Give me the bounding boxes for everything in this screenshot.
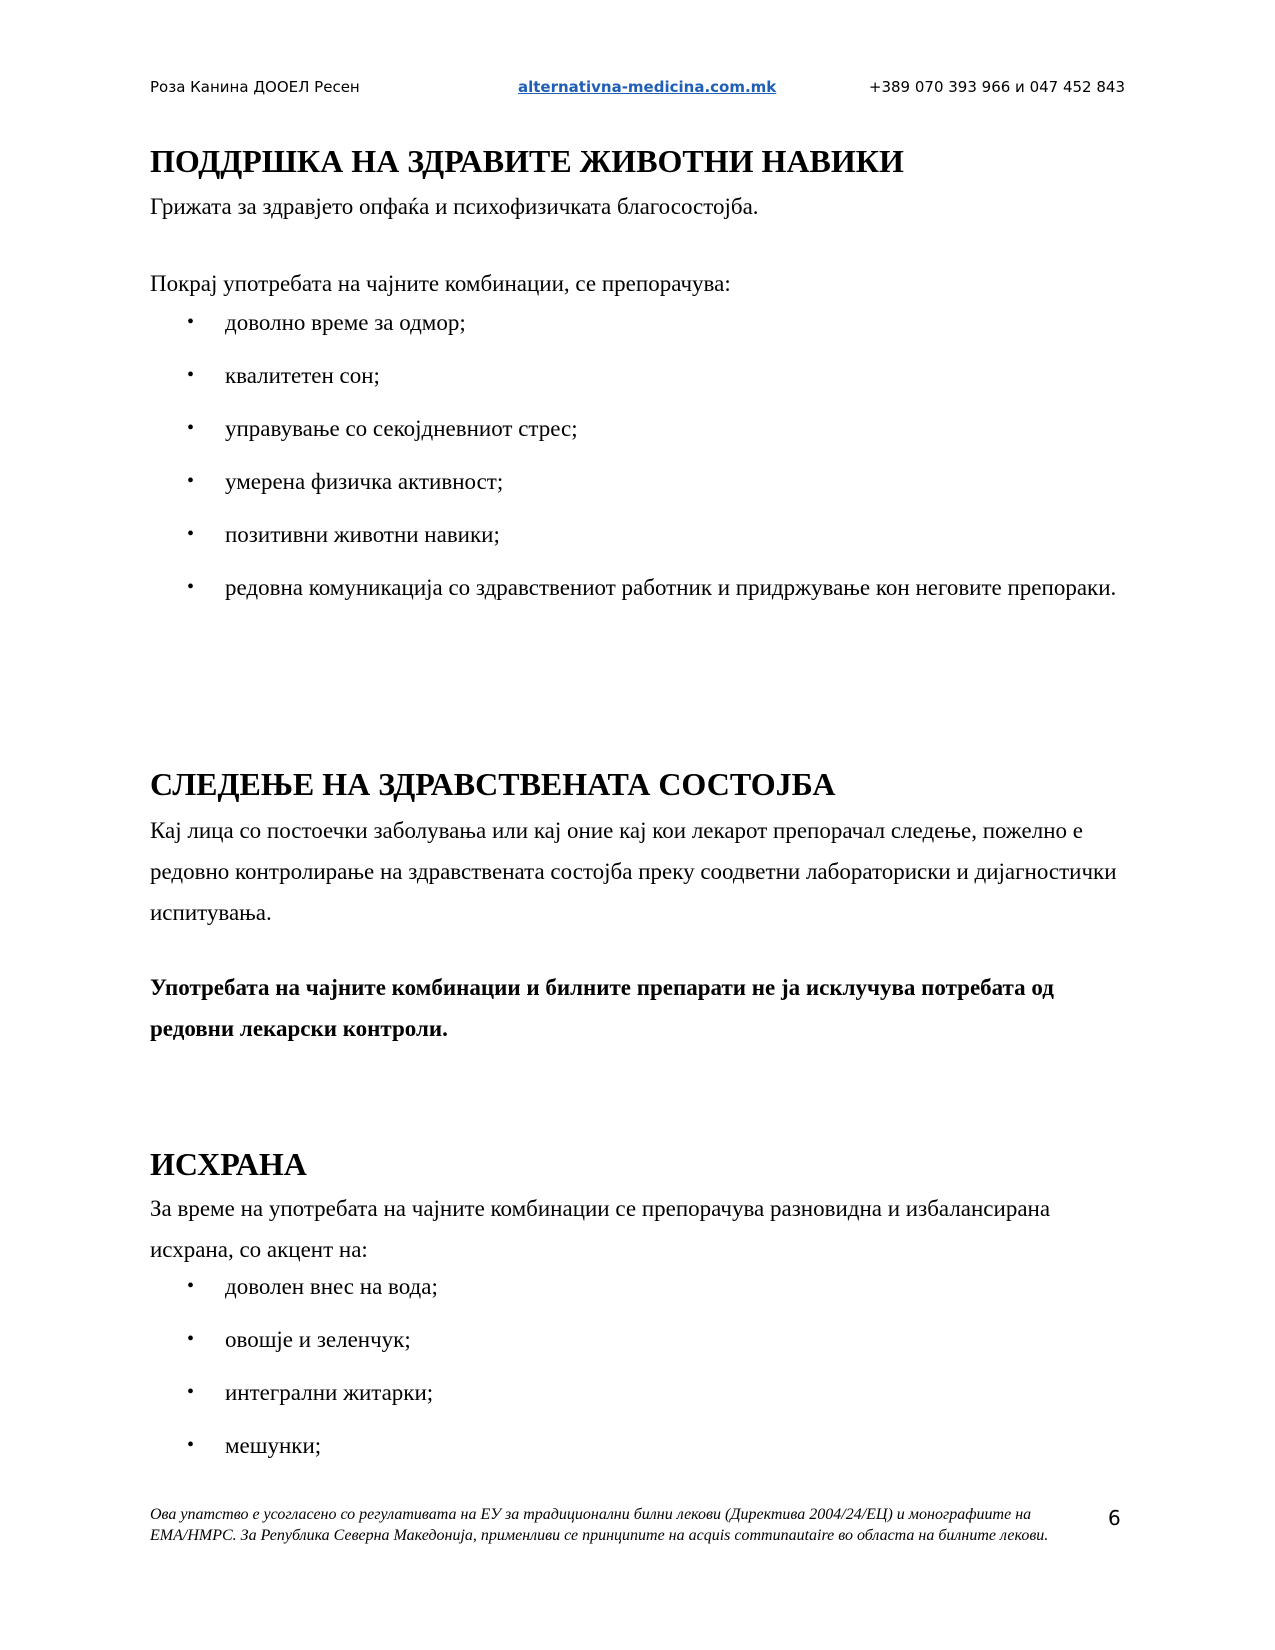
phone-numbers: +389 070 393 966 и 047 452 843 [868,78,1125,96]
section-lead: Покрај употребата на чајните комбинации, се препорачува: [150,271,731,296]
bullet-icon: • [187,470,195,492]
bullet-icon: • [187,1275,195,1297]
bullet-icon: • [187,311,195,333]
footer-regulatory-note: Ова упатство е усогласено со регулативата на ЕУ за традиционални билни лекови (Директива 2004/24/ЕЦ) и монографиите на ЕМА/HMPC. За Република Северна Македонија, применливи се принципите на acquis communautaire во областа на билните лекови. [150,1506,1049,1544]
habits-list [150,302,1125,620]
page-header [150,76,1125,98]
nutrition-list [150,1266,1125,1478]
section-title-nutrition: ИСХРАНА [150,1146,307,1182]
section-title-health-monitoring: СЛЕДЕЊЕ НА ЗДРАВСТВЕНАТА СОСТОЈБА [150,766,836,802]
section-body: Кај лица со постоечки заболувања или кај оние кај кои лекарот препорачал следење, пожелно е редовно контролирање на здравствената состојба преку соодветни лабораториски и дијагностички испитувања. [150,818,1117,925]
list-item: • управување со секојдневниот стрес; [150,408,1125,449]
section-body: За време на употребата на чајните комбинации се препорачува разновидна и избалансирана исхрана, со акцент на: [150,1196,1051,1262]
section-title-healthy-habits: ПОДДРШКА НА ЗДРАВИТЕ ЖИВОТНИ НАВИКИ [150,143,904,179]
list-item: • редовна комуникација со здравствениот работник и придржување кон неговите препораки. [150,567,1125,608]
page-number: 6 [1108,1506,1121,1530]
bullet-icon: • [187,576,195,598]
company-name: Роза Канина ДООЕЛ Ресен [150,78,360,96]
website-link[interactable]: alternativna-medicina.com.mk [518,78,777,96]
list-item: • умерена физичка активност; [150,461,1125,502]
bullet-icon: • [187,523,195,545]
bullet-icon: • [187,1381,195,1403]
list-item: • квалитетен сон; [150,355,1125,396]
list-item: • позитивни животни навики; [150,514,1125,555]
list-item: • доволен внес на вода; [150,1266,1125,1307]
section-intro: Грижата за здравјето опфаќа и психофизичката благосостојба. [150,194,759,219]
list-item: • доволно време за одмор; [150,302,1125,343]
list-item: • мешунки; [150,1425,1125,1466]
bullet-icon: • [187,417,195,439]
list-item: • интегрални житарки; [150,1372,1125,1413]
list-item: • овошје и зеленчук; [150,1319,1125,1360]
section-warning-note: Употребата на чајните комбинации и билните препарати не ја исклучува потребата од редовни лекарски контроли. [150,975,1054,1041]
bullet-icon: • [187,1328,195,1350]
bullet-icon: • [187,364,195,386]
bullet-icon: • [187,1434,195,1456]
